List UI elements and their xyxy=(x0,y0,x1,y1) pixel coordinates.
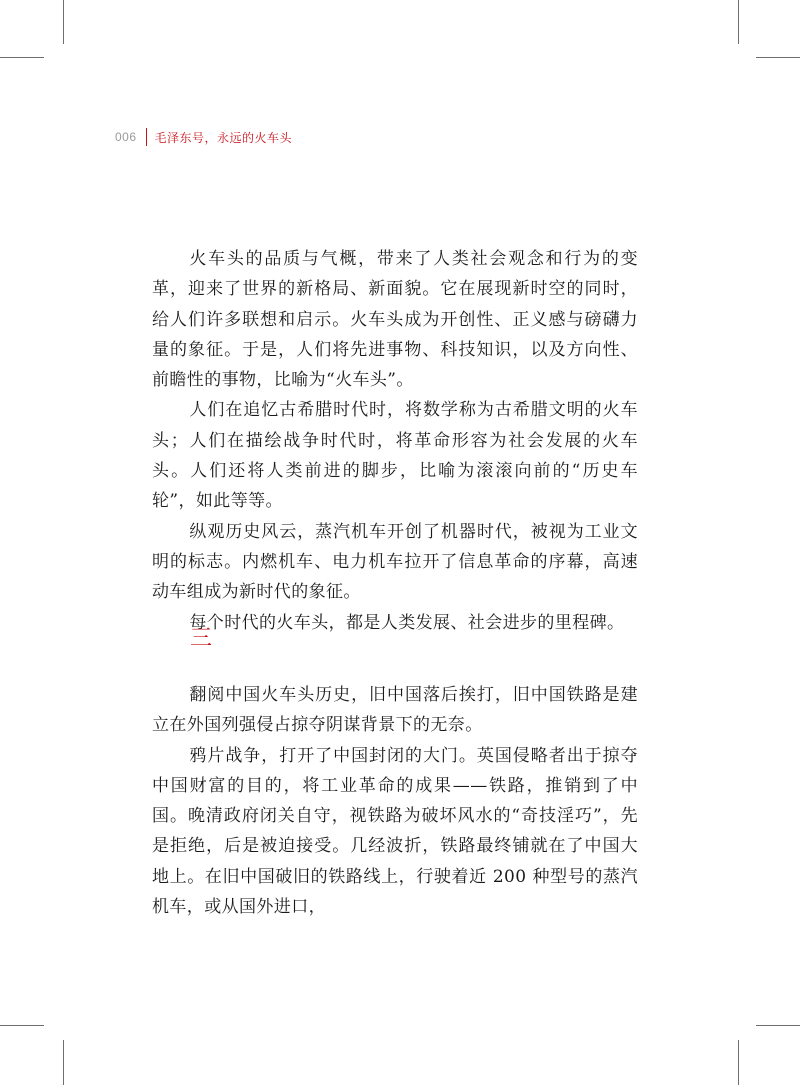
page-number: 006 xyxy=(115,130,137,144)
paragraph: 纵观历史风云，蒸汽机车开创了机器时代，被视为工业文明的标志。内燃机车、电力机车拉开了信息革命的序幕，高速动车组成为新时代的象征。 xyxy=(152,521,638,603)
paragraph: 火车头的品质与气概，带来了人类社会观念和行为的变革，迎来了世界的新格局、新面貌。它在展现新时空的同时，给人们许多联想和启示。火车头成为开创性、正义感与磅礴力量的象征。于是，人们将先进事物、科技知识，以及方向性、前瞻性的事物，比喻为“火车头”。 xyxy=(152,249,638,391)
chapter-title: 毛泽东号，永远的火车头 xyxy=(154,130,293,145)
body-text-section-a xyxy=(152,244,638,638)
crop-mark-top-right-horizontal xyxy=(756,57,800,58)
paragraph: 翻阅中国火车头历史，旧中国落后挨打，旧中国铁路是建立在外国列强侵占掠夺阴谋背景下的无奈。 xyxy=(152,685,638,736)
section-number: 三 xyxy=(190,626,213,651)
header-divider xyxy=(146,128,147,146)
crop-mark-bottom-right-horizontal xyxy=(756,1025,800,1026)
crop-mark-bottom-left xyxy=(63,1040,64,1085)
crop-mark-bottom-left-horizontal xyxy=(0,1025,44,1026)
running-header xyxy=(115,127,292,147)
paragraph: 人们在追忆古希腊时代时，将数学称为古希腊文明的火车头；人们在描绘战争时代时，将革命形容为社会发展的火车头。人们还将人类前进的脚步，比喻为滚滚向前的“历史车轮”，如此等等。 xyxy=(152,400,638,512)
body-text-section-b xyxy=(152,680,638,922)
crop-mark-top-left-horizontal xyxy=(0,57,44,58)
paragraph: 每个时代的火车头，都是人类发展、社会进步的里程碑。 xyxy=(189,612,625,633)
paragraph: 鸦片战争，打开了中国封闭的大门。英国侵略者出于掠夺中国财富的目的，将工业革命的成果——铁路，推销到了中国。晚清政府闭关自守，视铁路为破坏风水的“奇技淫巧”，先是拒绝，后是被迫接受。几经波折，铁路最终铺就在了中国大地上。在旧中国破旧的铁路线上，行驶着近 200 种型号的蒸汽机车，或从国外进口， xyxy=(152,745,638,918)
crop-mark-top-right xyxy=(738,0,739,44)
crop-mark-bottom-right xyxy=(738,1040,739,1085)
crop-mark-top-left xyxy=(63,0,64,44)
